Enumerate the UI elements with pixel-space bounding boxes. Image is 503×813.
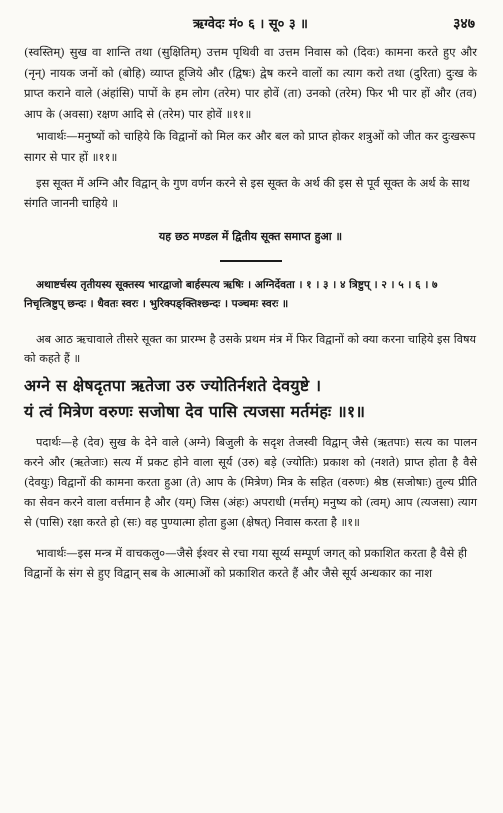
mantra-line-1: अग्ने स क्षेषदृतपा ऋतेजा उरु ज्योतिर्नशते देवयुष्टे । — [24, 375, 322, 395]
bhavarth-verse-1: भावार्थः—इस मन्त्र में वाचकलु०—जैसे ईश्वर से रचा गया सूर्य्य सम्पूर्ण जगत् को प्रकाशित करता है वैसे ही विद्वानों के संग से हुए विद्वान् सब के आत्माओं को प्रकाशित करते हैं और जैसे सूर्य अन्धकार का नाश — [24, 545, 467, 580]
padarth-paragraph: पदार्थः—हे (देव) सुख के देने वाले (अग्ने) बिजुली के सदृश तेजस्वी विद्वान् जैसे (ऋतपाः) सत्य का पालन करने और (ऋतेजाः) सत्य में प्रकट होने वाला सूर्य (उरु) बड़े (ज्योतिः) प्रकाश को (नशते) प्राप्त होता है वैसे (देवयुः) विद्वानों की कामना करता हुआ (ते) आप के (मित्रेण) मित्र के सहित (वरुणः) श्रेष्ठ (सजोषाः) तुल्य प्रीति का सेवन करने वाला वर्त्तमान है और (यम्) जिस (अंहः) अपराधी (मर्त्तम्) मनुष्य को (त्वम्) आप (त्यजसा) त्याग से (पासि) रक्षा करते हो (सः) वह पुण्यात्मा होता हुआ (क्षेषत्) निवास करता है ॥१॥ — [24, 435, 477, 529]
continued-commentary: (स्वस्तिम्) सुख वा शान्ति तथा (सुक्षितिम्) उत्तम पृथिवी वा उत्तम निवास को (दिवः) कामना करते हुए और (नृन्) नायक जनों को (बोहि) व्याप्त हूजिये और (द्विषः) द्वेष करने वालों का त्याग करो तथा (दुरिता) दुःख के प्राप्त कराने वाले (अंहांसि) पापों के हम लोग (तरेम) पार होवें (ता) उनको (तरेम) फिर भी पार हों और (तव) आप के (अवसा) रक्षण आदि से (तरेम) पार होवें ॥११॥ — [24, 45, 477, 121]
bhavarth-verse-11: भावार्थः—मनुष्यों को चाहिये कि विद्वानों को मिल कर और बल को प्राप्त होकर शत्रुओं को जीत कर दुःखरूप सागर से पार हों ॥११॥ — [24, 129, 476, 164]
mantra-block — [24, 373, 477, 425]
section-divider — [220, 260, 282, 262]
mantra-line-2: यं त्वं मित्रेण वरुणः सजोषा देव पासि त्यजसा मर्तमंहः ॥१॥ — [24, 401, 366, 421]
sukta-introduction: अब आठ ऋचावाले तीसरे सूक्त का प्रारम्भ है उसके प्रथम मंत्र में फिर विद्वानों को क्या करना चाहिये इस विषय को कहते हैं ॥ — [24, 332, 477, 365]
sukta-meta-rishi-devata-chhanda: अथाष्टर्चस्य तृतीयस्य सूक्तस्य भारद्वाजो बार्हस्पत्य ऋषिः । अग्निर्देवता । १ । ३ । ४ त्रिष्टुप् । २ । ५ । ६ । ७ निचृत्त्रिष्टुप् छन्दः । धैवतः स्वरः । भुरिक्पङ्क्तिश्छन्दः । पञ्चमः स्वरः ॥ — [24, 278, 438, 310]
sukta-closing-line: यह छठ मण्डल में द्वितीय सूक्त समाप्त हुआ ॥ — [158, 230, 343, 243]
running-title: ऋग्वेदः मं० ६ । सू० ३ ॥ — [193, 17, 308, 32]
page-header — [24, 0, 477, 42]
sukta-summary-note: इस सूक्त में अग्नि और विद्वान् के गुण वर्णन करने से इस सूक्त के अर्थ की इस से पूर्व सूक्त के अर्थ के साथ संगति जाननी चाहिये ॥ — [24, 176, 470, 210]
page-number: ३४७ — [453, 16, 475, 32]
